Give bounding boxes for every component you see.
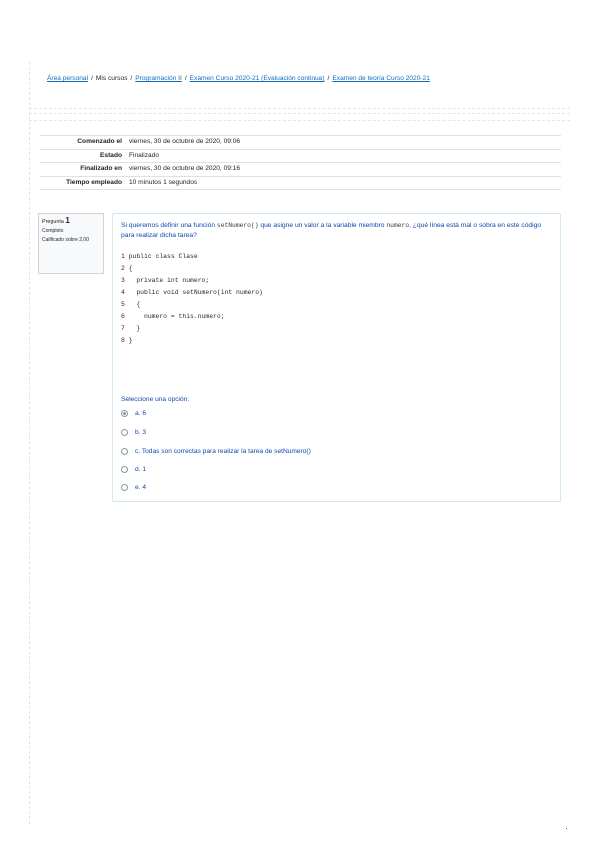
breadcrumb-separator: / (327, 75, 330, 82)
code-line: 6 numero = this.numero; (121, 313, 225, 320)
question-number-value: 1 (65, 216, 70, 225)
code-line: 1 public class Clase (121, 253, 198, 260)
breadcrumb-separator: / (91, 75, 93, 82)
summary-row-time (40, 176, 561, 191)
question-code-function: setNumero() (216, 222, 259, 229)
breadcrumb-item-area-personal[interactable]: Área personal (47, 75, 89, 82)
time-label: Tiempo empleado (66, 178, 122, 186)
question-label: Pregunta (42, 219, 64, 225)
breadcrumb-item-mis-cursos: Mis cursos (95, 75, 128, 82)
question-grade: Calificado sobre 2,00 (42, 237, 89, 243)
divider (29, 113, 570, 114)
question-info-panel (38, 213, 104, 274)
code-line: 7 } (121, 325, 141, 332)
answer-option-label: b. 3 (135, 429, 146, 436)
finished-label: Finalizado en (80, 165, 122, 173)
started-label: Comenzado el (77, 138, 122, 145)
time-value: 10 minutos 1 segundos (129, 178, 198, 186)
question-number (42, 216, 103, 225)
breadcrumb-item-course[interactable]: Programación II (135, 75, 182, 82)
answer-prompt: Seleccione una opción: (121, 396, 190, 403)
answer-option-label: c. Todas son correctas para realizar la tarea de setNumero() (135, 448, 311, 455)
answer-option-d[interactable] (121, 466, 146, 473)
question-state: Completo (42, 228, 64, 234)
summary-row-started (40, 135, 561, 149)
code-block (121, 251, 263, 347)
radio-selected-icon[interactable] (121, 410, 128, 417)
summary-row-finished (40, 162, 561, 176)
breadcrumb-item-exam-section[interactable]: Examen Curso 2020-21 (Evaluación continua) (189, 75, 325, 82)
summary-row-state (40, 149, 561, 163)
divider (29, 108, 570, 109)
breadcrumb (47, 75, 430, 82)
question-text-part: que asigne un valor a la variable miembro (260, 222, 385, 229)
code-line: 5 { (121, 301, 141, 308)
answer-option-c[interactable] (121, 448, 311, 455)
radio-icon[interactable] (121, 484, 128, 491)
radio-icon[interactable] (121, 429, 128, 436)
code-line: 8 } (121, 337, 133, 344)
question-code-variable: numero (386, 222, 410, 229)
state-value: Finalizado (129, 151, 160, 159)
answer-option-b[interactable] (121, 429, 146, 436)
finished-value: viernes, 30 de octubre de 2020, 09:16 (129, 165, 241, 173)
answer-option-label: e. 4 (135, 484, 146, 491)
answer-option-e[interactable] (121, 484, 146, 491)
page-mark (566, 828, 567, 829)
answer-option-label: d. 1 (135, 466, 146, 473)
question-text (121, 221, 551, 241)
question-text-part: Si queremos definir una función (121, 222, 216, 229)
started-value: viernes, 30 de octubre de 2020, 09:06 (129, 138, 241, 145)
page-left-guide (29, 62, 30, 824)
answer-option-label: a. 6 (135, 410, 146, 417)
breadcrumb-item-exam[interactable]: Examen de teoría Curso 2020-21 (332, 75, 430, 82)
breadcrumb-separator: / (184, 75, 187, 82)
divider (29, 120, 570, 121)
radio-icon[interactable] (121, 448, 128, 455)
breadcrumb-separator: / (130, 75, 133, 82)
answer-option-a[interactable] (121, 410, 146, 417)
state-label: Estado (100, 151, 122, 159)
code-line: 4 public void setNumero(int numero) (121, 289, 263, 296)
code-line: 3 private int numero; (121, 277, 210, 284)
question-text-part: , ¿qué línea está mal o sobra en este código para realizar dicha tarea? (121, 222, 542, 239)
attempt-summary-table (40, 135, 561, 190)
code-line: 2 { (121, 265, 133, 272)
question-content-box (112, 213, 561, 502)
radio-icon[interactable] (121, 466, 128, 473)
